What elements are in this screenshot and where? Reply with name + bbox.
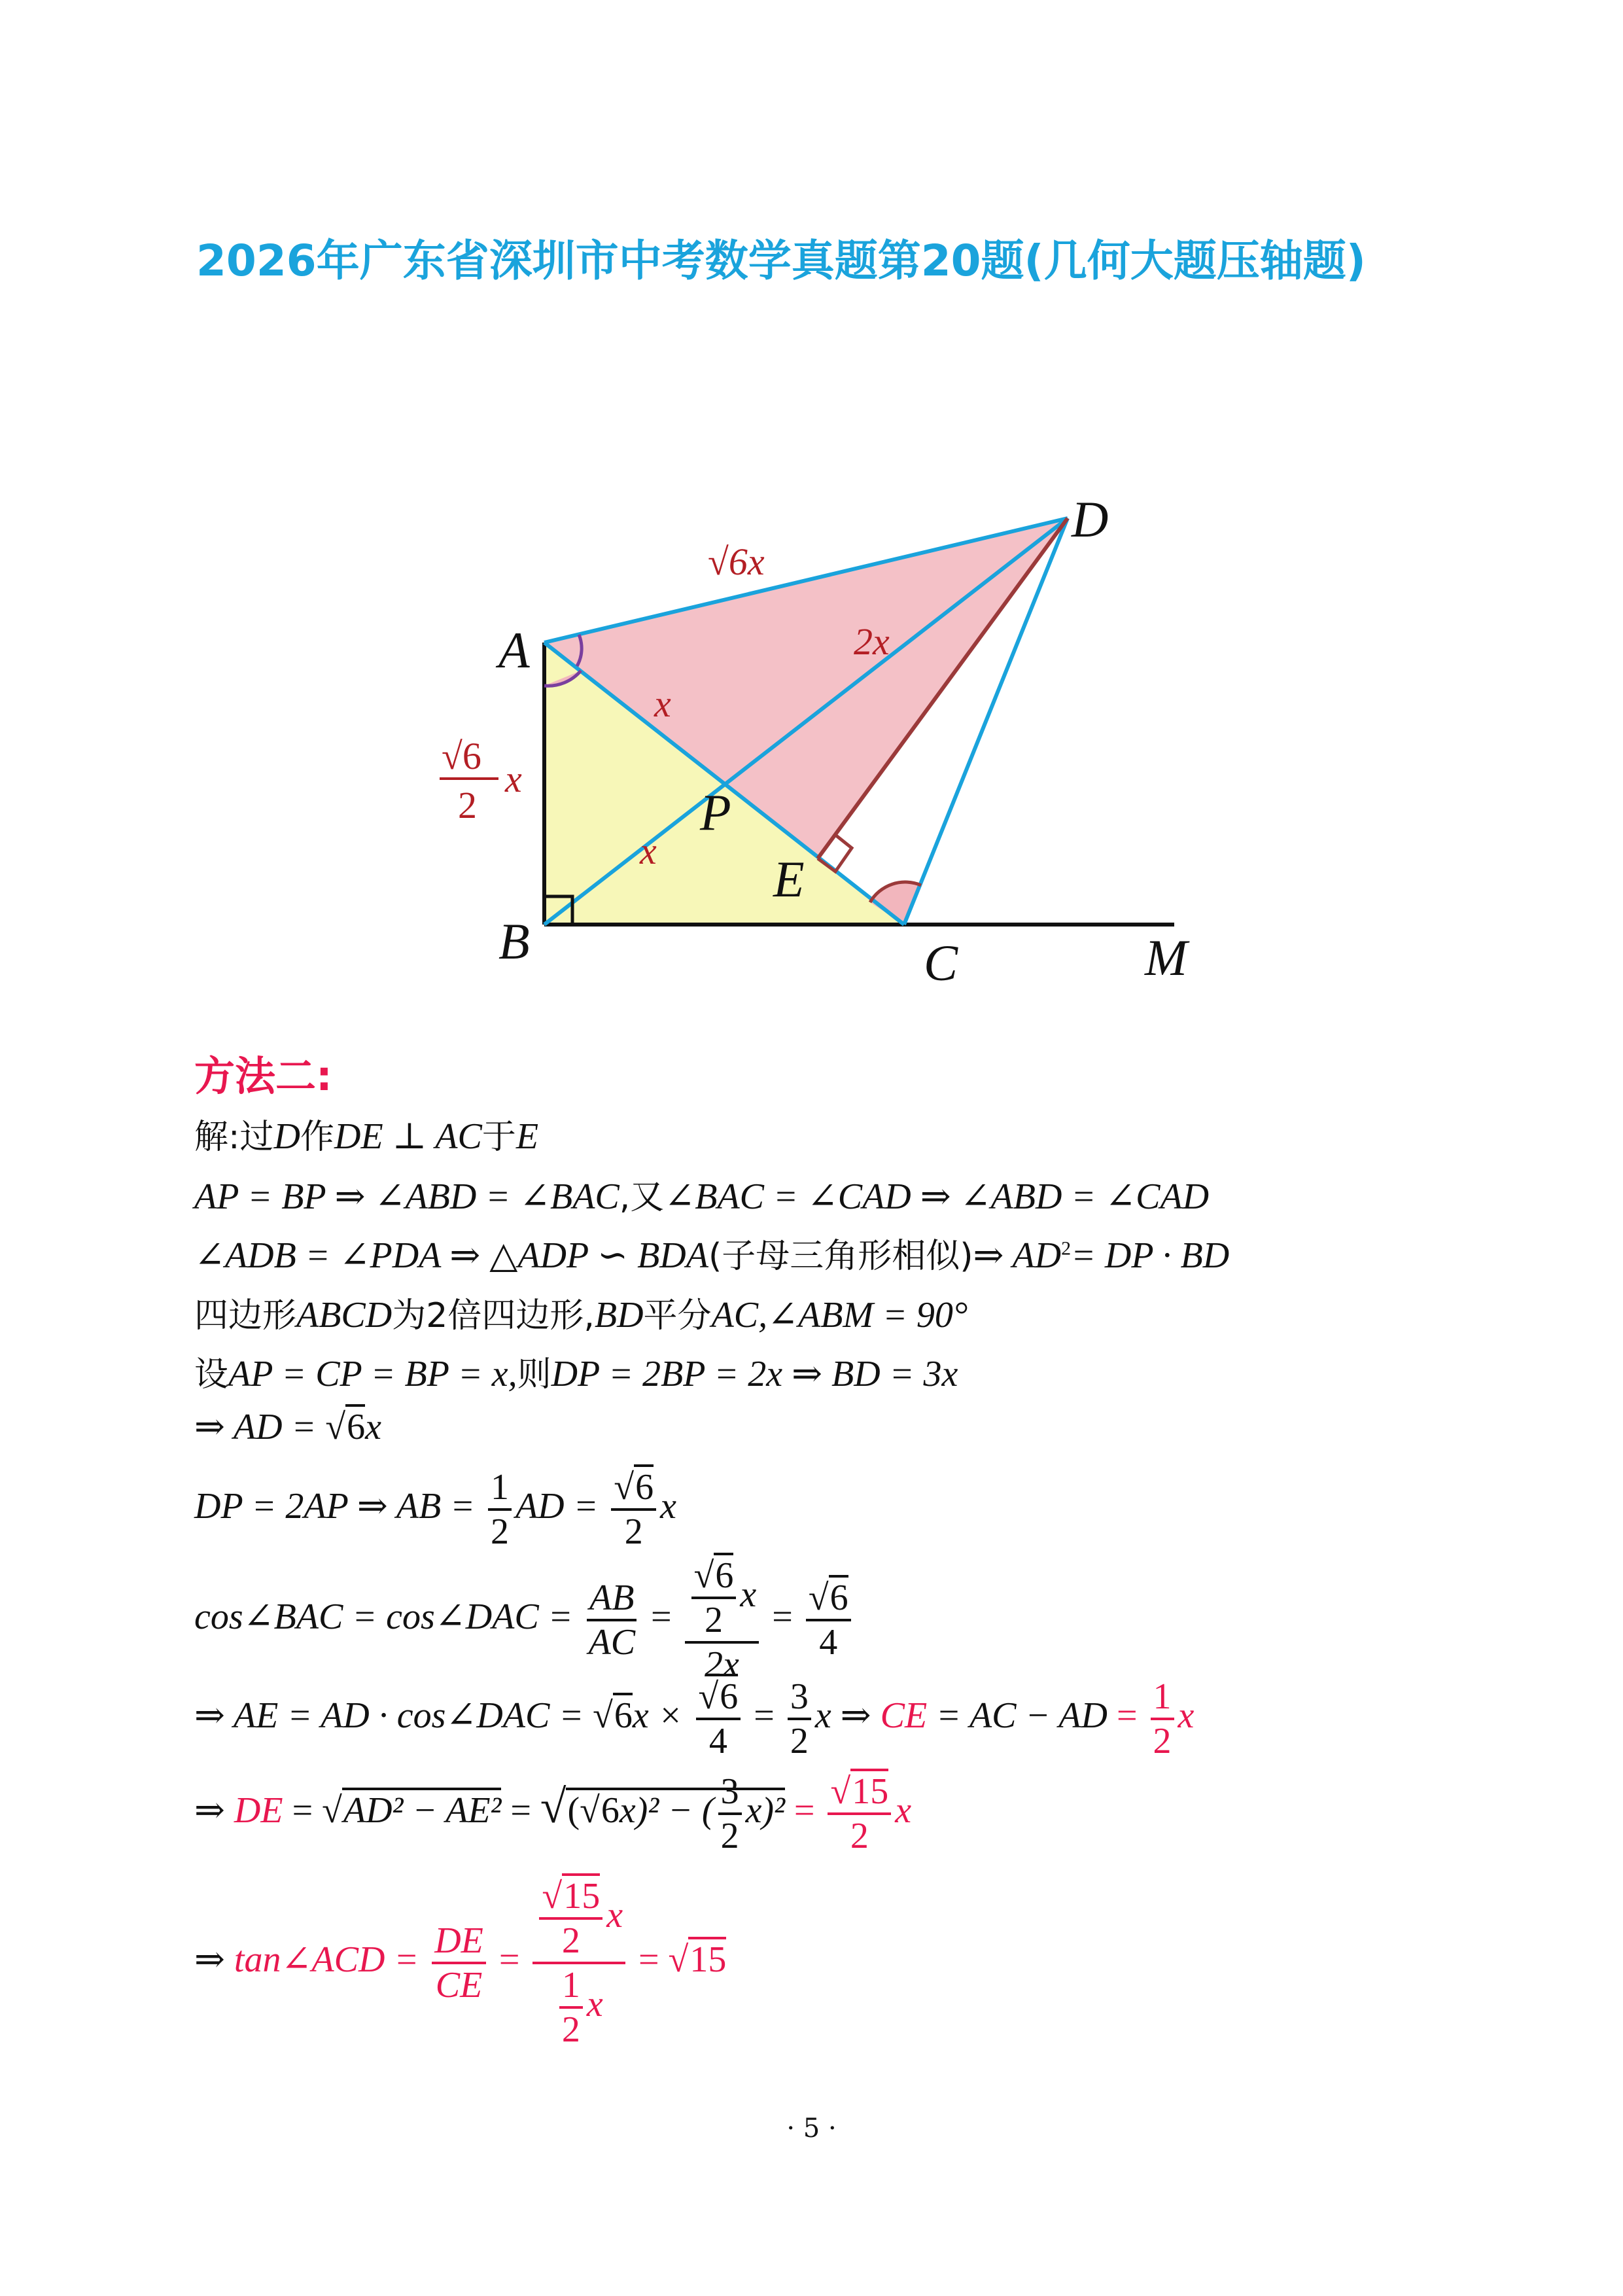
math: DP = 2BP = 2x ⇒ BD = 3x — [551, 1354, 958, 1394]
denominator — [553, 1964, 606, 2048]
math: D — [273, 1116, 300, 1157]
math: AC,∠ABM = 90° — [711, 1295, 968, 1335]
fraction — [611, 1469, 656, 1550]
radicand: 15 — [850, 1769, 888, 1812]
length-label-ab-den: 2 — [458, 784, 477, 826]
text: (子母三角形相似) — [708, 1237, 973, 1276]
math: x × — [632, 1695, 692, 1736]
solution-line-5 — [194, 1347, 958, 1396]
math: = — [642, 1596, 681, 1637]
denominator: CE — [435, 1965, 483, 2005]
text: 平分 — [643, 1296, 712, 1335]
math: ⇒ AD = — [194, 1407, 326, 1447]
solution-line-3 — [194, 1228, 1229, 1277]
point-label-e: E — [773, 851, 805, 908]
math: x — [660, 1485, 676, 1527]
length-label-ab-var: x — [505, 758, 522, 800]
math: ABCD — [296, 1295, 393, 1335]
radicand-group: (√6x)² − ( $\frac{3}{2}$ x)² — [567, 1771, 785, 1856]
math: x — [740, 1574, 757, 1615]
radicand: 6 — [718, 1674, 738, 1717]
fraction — [685, 1557, 759, 1683]
math: AD = — [515, 1485, 608, 1527]
length-label-pd: 2x — [854, 620, 890, 663]
radicand: 6 — [634, 1464, 654, 1508]
math: = — [629, 1939, 669, 1980]
numerator: √15 — [539, 1878, 602, 1920]
denominator: 2x — [705, 1644, 739, 1685]
denominator: 2 — [624, 1511, 643, 1552]
numerator: DE — [432, 1922, 486, 1964]
fraction — [718, 1773, 742, 1854]
text: 作 — [300, 1118, 334, 1157]
numerator: √6 — [696, 1678, 741, 1720]
numerator: AB — [587, 1580, 637, 1621]
math: ( — [567, 1790, 580, 1831]
solution-line-4 — [194, 1288, 968, 1337]
math: = AC − AD — [927, 1695, 1117, 1736]
math: cos∠BAC = cos∠DAC = — [194, 1596, 582, 1637]
point-label-b: B — [498, 913, 530, 970]
math: tan∠ACD = — [234, 1939, 428, 1980]
fraction — [559, 1967, 583, 2048]
numerator: √6 — [806, 1580, 851, 1621]
radicand: 6 — [600, 1788, 620, 1831]
page-title: 2026年广东省深圳市中考数学真题第20题(几何大题压轴题) — [196, 236, 1366, 286]
radicand: 15 — [688, 1937, 726, 1980]
text: 为2倍四边形, — [392, 1296, 595, 1335]
solution-line-1 — [194, 1109, 538, 1158]
fraction — [828, 1773, 891, 1854]
text: 四边形 — [194, 1296, 297, 1335]
radicand: AD² − AE² — [342, 1788, 501, 1831]
solution-line-6: ⇒ AD = √6x — [194, 1405, 381, 1448]
text: 则 — [517, 1355, 551, 1394]
solution-line-7 — [194, 1469, 676, 1550]
math: x — [895, 1790, 912, 1831]
text: 设 — [194, 1355, 229, 1394]
method-title: 方法二: — [194, 1052, 332, 1100]
numerator: 1 — [1151, 1678, 1174, 1720]
numerator: √6 — [691, 1557, 737, 1599]
solution-line-2 — [194, 1169, 1209, 1218]
solution-line-10: ⇒ DE = √AD² − AE² = √(√6x)² − ( $\frac{3}{2}$ x)² = $\frac{√15}{2}$ x — [194, 1773, 911, 1854]
math: AP = BP ⇒ ∠ABD = ∠BAC — [194, 1176, 620, 1217]
numerator: 3 — [718, 1773, 742, 1815]
solution-line-8 — [194, 1557, 855, 1683]
length-label-ap: x — [654, 682, 671, 725]
radicand: 6 — [345, 1404, 365, 1447]
math: ⇒ AE = AD · cos∠DAC = — [194, 1695, 593, 1736]
fraction — [432, 1922, 486, 2004]
math: = — [489, 1939, 529, 1980]
point-label-c: C — [924, 934, 958, 991]
math: x ⇒ — [814, 1695, 881, 1736]
text: 解:过 — [194, 1118, 274, 1157]
math: E — [515, 1116, 539, 1157]
denominator: 2 — [850, 1816, 869, 1856]
numerator — [532, 1878, 625, 1964]
point-label-d: D — [1072, 491, 1109, 548]
denominator: 2 — [490, 1511, 509, 1552]
math: ∠BAC = ∠CAD ⇒ ∠ABD = ∠CAD — [664, 1176, 1210, 1217]
radicand: 15 — [562, 1873, 600, 1916]
numerator: 3 — [788, 1678, 811, 1720]
numerator: √15 — [828, 1773, 891, 1815]
denominator: 2 — [705, 1600, 723, 1640]
math: 2 — [1061, 1237, 1072, 1260]
denominator: 2 — [1153, 1721, 1172, 1761]
geometry-figure — [0, 0, 1623, 1021]
page-number: · 5 · — [786, 2113, 837, 2144]
denominator: 2 — [561, 1920, 580, 1961]
text: 于 — [481, 1118, 516, 1157]
length-label-ad: √6x — [708, 540, 765, 583]
fraction — [488, 1469, 512, 1550]
math: BD — [594, 1295, 644, 1335]
fraction — [1151, 1678, 1174, 1759]
fraction — [585, 1580, 638, 1661]
numerator: 1 — [488, 1469, 512, 1511]
denominator: 2 — [790, 1721, 809, 1761]
math: x — [606, 1894, 623, 1935]
math: ⇒ AD — [973, 1235, 1062, 1276]
solution-line-11: ⇒ tan∠ACD = $\frac{DE}{CE}$ = $\frac{√15}{2}$ x $\frac{1}{2}$ x = √15 — [194, 1878, 726, 2048]
math: x — [365, 1407, 381, 1447]
math: x — [1178, 1695, 1195, 1736]
math: DP = 2AP ⇒ AB = — [194, 1485, 484, 1527]
point-label-p: P — [700, 784, 731, 841]
math: = DP · BD — [1071, 1235, 1230, 1276]
math: CE — [880, 1695, 928, 1736]
numerator: 1 — [559, 1967, 583, 2009]
fraction — [532, 1878, 625, 2048]
denominator: AC — [588, 1622, 636, 1663]
math: x — [586, 1983, 603, 2024]
fraction — [691, 1557, 737, 1638]
radicand: 6 — [714, 1553, 733, 1596]
math: ⇒ — [194, 1939, 234, 1980]
denominator: 2 — [720, 1816, 739, 1856]
denominator: 4 — [708, 1721, 727, 1761]
math: x)² — [745, 1790, 785, 1831]
math: = — [283, 1790, 323, 1831]
length-label-bp: x — [640, 830, 657, 872]
math: DE — [234, 1790, 283, 1831]
radicand: 6 — [613, 1693, 633, 1736]
solution-line-9: ⇒ AE = AD · cos∠DAC = √6x × $\frac{√6}{4}$ = $\frac{3}{2}$ x ⇒ CE = AC − AD = $\frac{1}{2}$ x — [194, 1678, 1194, 1759]
math: DE ⊥ AC — [334, 1116, 482, 1157]
math: ⇒ — [194, 1790, 234, 1831]
denominator: 4 — [819, 1622, 838, 1663]
numerator: √6 — [611, 1469, 656, 1511]
math: = — [501, 1790, 540, 1831]
math: = — [784, 1790, 824, 1831]
math: = — [744, 1695, 784, 1736]
math: = — [763, 1596, 802, 1637]
denominator: 2 — [561, 2009, 580, 2050]
fraction — [539, 1878, 602, 1959]
point-label-m: M — [1145, 929, 1187, 986]
fraction — [696, 1678, 741, 1759]
math: = — [1116, 1695, 1147, 1736]
radicand: 6 — [829, 1575, 848, 1618]
numerator — [685, 1557, 759, 1644]
length-label-ab-num: √6 — [442, 735, 481, 777]
math: ∠ADB = ∠PDA ⇒ △ADP ∽ BDA — [194, 1235, 708, 1276]
point-label-a: A — [498, 622, 530, 679]
fraction — [788, 1678, 811, 1759]
math: x)² − ( — [619, 1790, 714, 1831]
math: AP = CP = BP = x, — [228, 1354, 517, 1394]
fraction — [806, 1580, 851, 1661]
text: ,又 — [619, 1178, 665, 1217]
